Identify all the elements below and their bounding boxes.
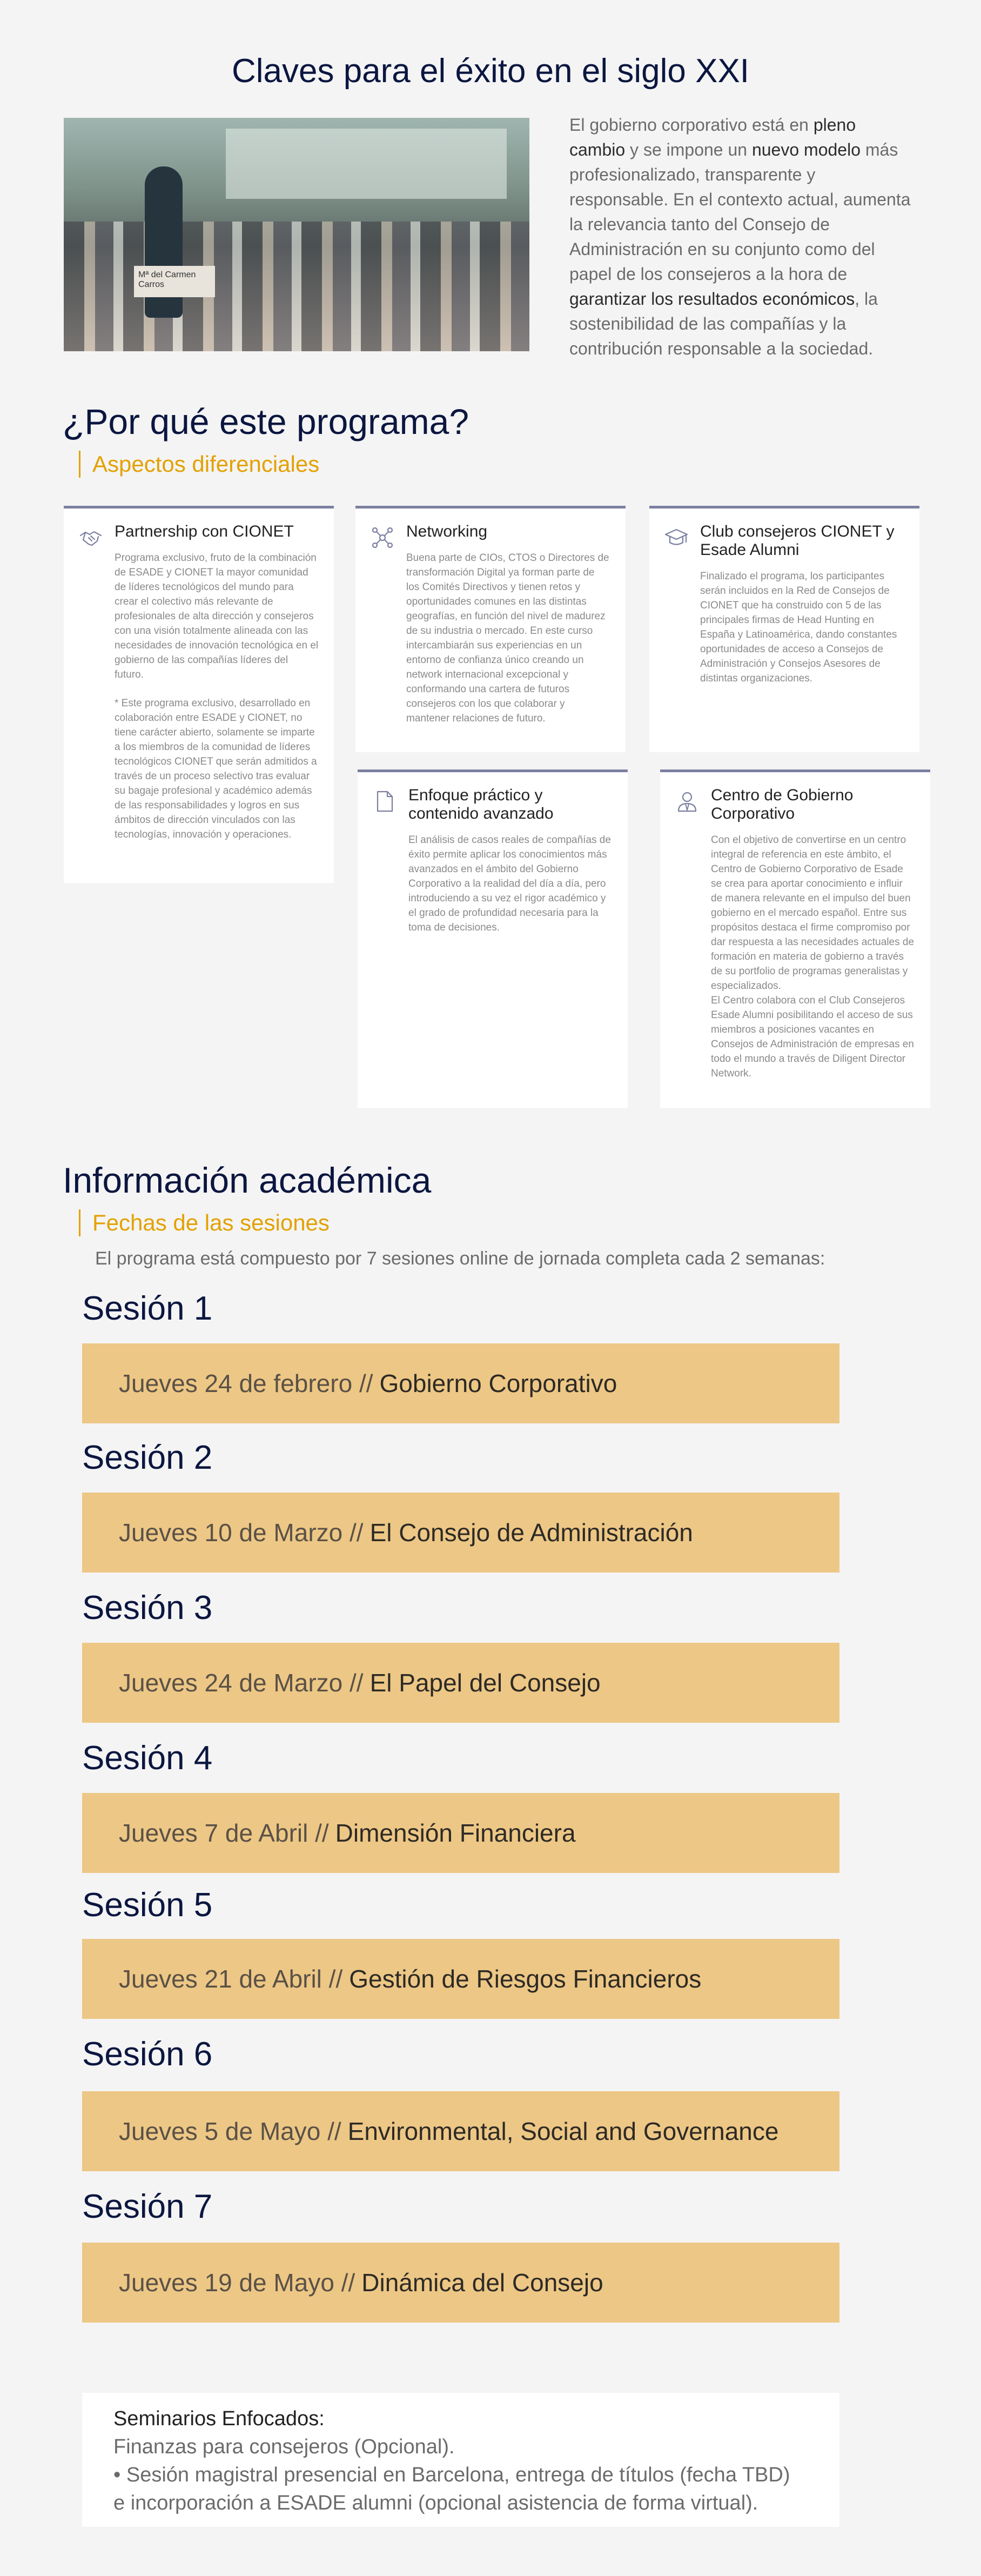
session-label: Sesión 3 — [82, 1589, 213, 1627]
session-topic: Gestión de Riesgos Financieros — [349, 1965, 702, 1993]
session-date: Jueves 21 de Abril // — [119, 1965, 343, 1993]
session-bar — [82, 2091, 839, 2171]
session-topic: Gobierno Corporativo — [379, 1369, 617, 1397]
section-subtitle-dates: Fechas de las sesiones — [79, 1209, 330, 1236]
card-title: Networking — [406, 523, 488, 540]
seminars-line: • Sesión magistral presencial en Barcelona, entrega de títulos (fecha TBD) — [113, 2464, 790, 2486]
session-bar — [82, 1493, 839, 1573]
session-topic: Dinámica del Consejo — [361, 2269, 603, 2297]
card-networking — [355, 506, 626, 752]
page-title: Claves para el éxito en el siglo XXI — [231, 52, 750, 90]
session-label: Sesión 1 — [82, 1290, 213, 1327]
session-bar — [82, 1793, 839, 1873]
user-icon — [675, 789, 699, 813]
session-date: Jueves 10 de Marzo // — [119, 1518, 364, 1547]
intro-bold-2: nuevo modelo — [751, 140, 861, 159]
seminars-box — [82, 2393, 839, 2527]
network-icon — [371, 526, 394, 550]
card-club — [649, 506, 919, 752]
card-text: Finalizado el programa, los participantes serán incluidos en la Red de Consejos de CIONET que ha construido con 5 de las principales firmas de Head Hunting en España y Latinoamérica, dando constantes oportunidades de acceso a Consejos de Administración y Consejos Asesores de distintas organizaciones. — [700, 571, 897, 684]
handshake-icon — [79, 526, 103, 550]
seminars-heading: Seminarios Enfocados: — [113, 2407, 325, 2430]
seminars-line: Finanzas para consejeros (Opcional). — [113, 2436, 455, 2458]
session-topic: Environmental, Social and Governance — [347, 2117, 779, 2145]
card-title: Partnership con CIONET — [115, 523, 294, 540]
session-label: Sesión 7 — [82, 2188, 213, 2225]
section-title-academic: Información académica — [63, 1160, 432, 1200]
card-practical — [358, 770, 628, 1108]
intro-text-4: , la sostenibilidad de las compañías y la contribución responsable a la sociedad. — [569, 289, 878, 358]
card-partnership — [64, 506, 334, 883]
card-text: El análisis de casos reales de compañías de éxito permite aplicar los conocimientos más avanzados en el ámbito del Gobierno Corporativo a la realidad del día a día, pero introduciendo a su vez el rigor académico y el grado de profundidad necesaria para la toma de decisiones. — [408, 834, 611, 933]
section-title-why: ¿Por qué este programa? — [63, 402, 469, 441]
document-icon — [373, 789, 397, 813]
card-title: Club consejeros CIONET y Esade Alumni — [700, 523, 895, 559]
session-bar — [82, 1343, 839, 1423]
seminars-line: e incorporación a ESADE alumni (opcional asistencia de forma virtual). — [113, 2492, 758, 2514]
card-text: Buena parte de CIOs, CTOS o Directores de transformación Digital ya forman parte de los Comités Directivos y tienen retos y oportunidades comunes en las distintas geografías, en función del nivel de madurez de su industria o mercado. En este curso intercambiarán sus experiencias en un entorno de confianza único creando un network internacional excepcional y conformando una cartera de futuros consejeros con los que colaborar y mantener relaciones de futuro. — [406, 552, 609, 724]
session-date: Jueves 24 de febrero // — [119, 1369, 373, 1397]
card-title: Centro de Gobierno Corporativo — [711, 786, 854, 822]
session-date: Jueves 5 de Mayo // — [119, 2117, 341, 2145]
session-topic: El Papel del Consejo — [369, 1669, 601, 1697]
intro-text-2: y se impone un — [625, 140, 752, 159]
card-governance-center — [660, 770, 930, 1108]
session-label: Sesión 2 — [82, 1439, 213, 1476]
session-bar — [82, 1643, 839, 1723]
session-topic: Dimensión Financiera — [335, 1819, 576, 1847]
session-bar — [82, 2243, 839, 2323]
graduation-cap-icon — [664, 526, 688, 550]
intro-text-3: más profesionalizado, transparente y responsable. En el contexto actual, aumenta la relevancia tanto del Consejo de Administración en su conjunto como del papel de los consejeros a la hora de — [569, 140, 911, 284]
card-text-note: * Este programa exclusivo, desarrollado en colaboración entre ESADE y CIONET, no tiene carácter abierto, solamente se imparte a los miembros de la comunidad de líderes tecnológicos CIONET que serán admitidos a través de un proceso selectivo tras evaluar su bagaje profesional y académico además de las responsabilidades y logros en sus ámbitos de dirección vinculados con las tecnologías, innovación y operaciones. — [115, 698, 317, 840]
session-date: Jueves 7 de Abril // — [119, 1819, 329, 1847]
session-label: Sesión 5 — [82, 1886, 213, 1924]
session-date: Jueves 24 de Marzo // — [119, 1669, 364, 1697]
section-subtitle-aspects: Aspectos diferenciales — [79, 451, 319, 478]
intro-bold-1: pleno cambio — [569, 115, 856, 159]
intro-bold-3: garantizar los resultados económicos — [569, 289, 855, 309]
intro-text-1: El gobierno corporativo está en — [569, 115, 814, 135]
session-date: Jueves 19 de Mayo // — [119, 2269, 355, 2297]
session-label: Sesión 6 — [82, 2036, 213, 2073]
card-text: Con el objetivo de convertirse en un centro integral de referencia en este ámbito, el Centro de Gobierno Corporativo de Esade se crea para aportar conocimiento e influir de manera relevante en el impulso del buen gobierno en el mercado español. Entre sus propósitos destaca el firme compromiso por dar respuesta a las necesidades actuales de formación en materia de gobierno a través de su portfolio de programas generalistas y especializados. El Centro colabora con el Club Consejeros Esade Alumni posibilitando el acceso de sus miembros a posiciones vacantes en Consejos de Administración de empresas en todo el mundo a través de Diligent Director Network. — [711, 834, 915, 1079]
program-intro: El programa está compuesto por 7 sesiones online de jornada completa cada 2 semanas: — [95, 1248, 825, 1269]
session-bar — [82, 1939, 839, 2019]
intro-paragraph — [569, 112, 915, 361]
classroom-photo — [64, 118, 529, 351]
name-tag: Mª del Carmen Carros — [134, 266, 215, 297]
card-text: Programa exclusivo, fruto de la combinación de ESADE y CIONET la mayor comunidad de líderes tecnológicos del mundo para crear el colectivo más relevante de profesionales de alta dirección y consejeros con una visión totalmente alineada con las necesidades de innovación tecnológica en el gobierno de las compañías líderes del futuro. — [115, 552, 319, 680]
session-label: Sesión 4 — [82, 1739, 213, 1777]
session-topic: El Consejo de Administración — [369, 1518, 693, 1547]
card-title: Enfoque práctico y contenido avanzado — [408, 786, 554, 822]
